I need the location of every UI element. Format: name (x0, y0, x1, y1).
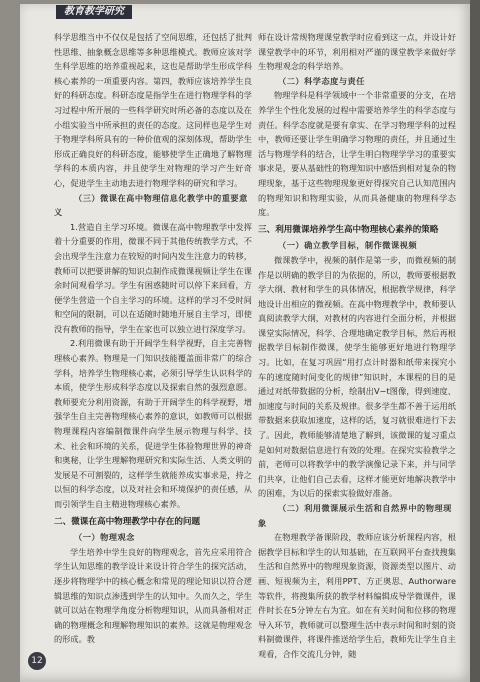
paragraph: 师在设计常规物理课堂教学时应看到这一点，并设计好课堂教学中的环节，利用相对严谨的课堂教学来做好学生物理观念的科学培养。 (258, 32, 456, 72)
paragraph: 2.利用微课有助于开阔学生科学视野，自主完善物理核心素养。物理是一门知识技能覆盖面非常广的综合学科，培养学生物理核心素，必须引导学生认识科学的本质，使学生形成科学态度以及探索自然的强烈意愿。教师要充分利用资源，有助于开阔学生的科学视野，增强学生自主完善物理核心素养的意识，如教师可以根据物理课程内容编制微课件向学生展示物理与科学、技术、社会和环境的关系，促进学生体验物理世界的神奇和奥秘，让学生理解物理研究和实际生活、人类文明的发展是不可割裂的，这样学生就能养成实事求是，持之以恒的科学态度，以及对社会和环境保护的责任感，从而引领学生自主精进物理核心素养。 (54, 338, 252, 509)
paragraph: 科学思维当中不仅仅是包括了空间思维，还包括了批判性思维、抽象概念思维等多种思维模式。教师应该对学生科学思维的培养重视起来，这也是帮助学生形成学科核心素养的一项重要内容。第四，教师应该培养学生良好的科研态度。科研态度是指学生在进行物理学科的学习过程中所开展的一些科学研究时所必备的态度以及在小组实验当中所承担的责任的态度。这同样也是学生对于物理学科所具有的一种价值观的深刻体现，帮助学生形成正确良好的科研态度，能够使学生正确地了解物理学科的本质内容，并且使学生对物理的学习产生好奇心，促进学生主动地去进行物理学科的研究和学习。 (54, 32, 252, 188)
section-heading: 三、利用微课培养学生高中物理核心素养的策略 (258, 224, 439, 235)
paragraph: 学生培养中学生良好的物理观念，首先应采用符合学生认知思维的教学设计来设计符合学生的探究活动，逐步将物理学中的核心概念和常见的理论知识以符合逻辑思维的知识点渗透到学生的认知中。久而久之，学生就可以站在物理学角度分析物理知识，从而具备相对正确的物理概念和理解物理知识的素养。这就是物理观念的形成。教 (54, 546, 252, 645)
paragraph: 在物理教学备课阶段，教师应该分析课程内容，根据教学目标和学生的认知基础，在互联网平台查找搜集生活和自然界中的物理现象资源，资源类型以图片、动画、短视频为主，利用PPT、方正奥思、Authorware等软件，将搜集所获的教学材料编辑成导学微课件，课件时长在5分钟左右为宜。如在有关时间和位移的物理导入环节，教师就可以整理生活中表示时间和时刻的资料制微课件，将课件推送给学生后，教师先让学生自主观看，合作交流几分钟，随 (258, 532, 456, 659)
paragraph: 物理学科是科学领域中一个非常重要的分支，在培养学生个性化发展的过程中需要培养学生的科学态度与责任。科学态度就是要有拿实、在学习物理学科的过程中，教师还要让学生明确学习物理的责任，并且通过生活与物理学科的结合，让学生明白物理学学习的重要实事求是，要从基础性的物理知识中感悟到相对复杂的物理现象，基于这些物理现象更好得探究自己认知范围内的物理知识和物理实验，从而具备健康的物理科学态度。 (258, 90, 456, 218)
subsection-heading: （一）确立教学目标，制作微课视频 (278, 240, 418, 251)
paragraph: 1.营造自主学习环境。微课在高中物理教学中发挥着十分重要的作用，微课不同于其他传统教学方式，不会出现学生注意力在较短的时间内发生注意力的转移，教师可以把要讲解的知识点制作成微课视频让学生在课余时间观看学习。学生有困惑随时可以停下来回看，方便学生营造一个自主学习的环境。这样的学习不受时间和空间的限制，可以在适随时随地开展自主学习，即使没有教师的指导，学生在家也可以独立进行深度学习。 (54, 221, 252, 334)
section-heading: 二、微课在高中物理教学中存在的问题 (54, 516, 201, 527)
subsection-heading: （一）物理观念 (74, 532, 135, 543)
paragraph: 微课教学中，视频的制作是第一步，而微视频的制作是以明确的教学目的为依据的，所以，教师要根据教学大纲、教材和学生的具体情况，根据教学规律，科学地设计出相应的微视频。在高中物理教学中，教师要认真阅读教学大纲，对教材的内容进行全面分析，并根据课堂实际情况，科学、合理地确定教学目标，然后再根据教学目标制作微课，使学生能够更好地进行物理学习。比如，在复习巩固“用打点计时器和纸带来探究小车的速度随时间变化的规律”知识时，本课程的目的是通过对纸带数据的分析，绘制出V−t图像，得到速度、加速度与时间的关系及规律。很多学生都不善于运用纸带数据来获取加速度，这样的话，复习就很难进行下去了。因此，教师能够清楚地了解到，该微课的复习重点是如何对数据信息进行有效的处理。在探究实验教学之前，老师可以将教学中的教学演像记录下来，并与同学们共享，让他们自己去看，这样才能更好地解决教学中的困难，为以后的探索实验做好准备。 (258, 254, 456, 499)
book-spine-shadow (470, 0, 480, 682)
page-number: 12 (28, 652, 46, 670)
right-text-column (258, 30, 456, 662)
journal-section-tag: 教育教学研究 (56, 5, 132, 19)
subsection-heading: （三）微课在高中物理信息化教学中的重要意义 (54, 192, 248, 218)
subsection-heading: （二）科学态度与责任 (278, 75, 365, 86)
subsection-heading: （二）利用微课展示生活和自然界中的物理现象 (258, 503, 452, 528)
left-text-column (54, 30, 252, 647)
